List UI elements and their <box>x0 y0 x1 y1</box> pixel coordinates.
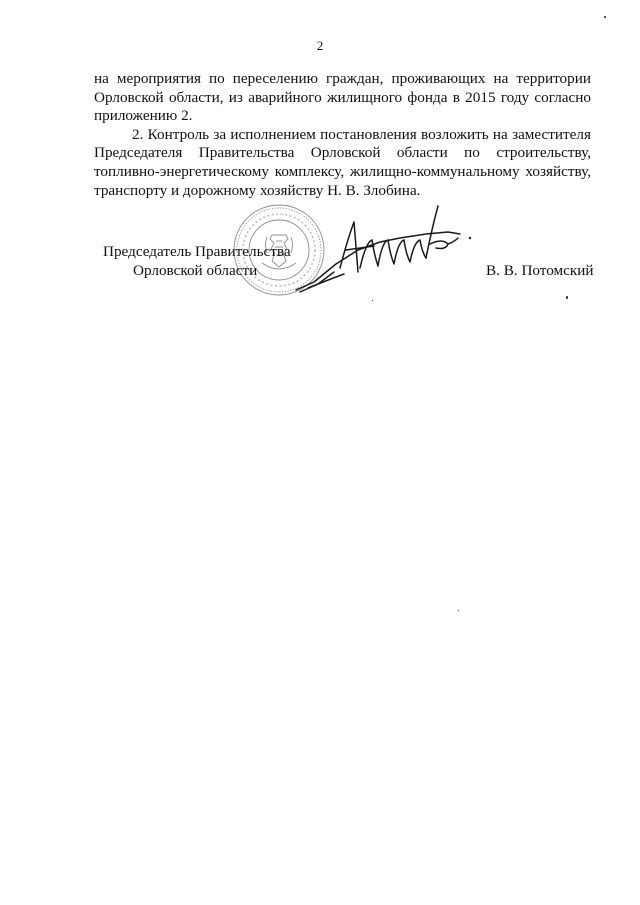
paragraph-continuation: на мероприятия по переселению граждан, проживающих на территории Орловской области, из аварийного жилищного фонда в 2015 году согласно приложению 2. <box>94 70 591 125</box>
signer-title-line-2: Орловской области <box>133 262 258 279</box>
scan-speck <box>604 16 606 18</box>
handwritten-signature-icon <box>288 198 478 300</box>
page-number: 2 <box>316 38 324 53</box>
paragraph-item-2: 2. Контроль за исполнением постановления возложить на заместителя Председателя Правительства Орловской области по строительству, топливно-энергетическому комплексу, жилищно-коммунальному хозяйству, транспорту и дорожному хозяйству Н. В. Злобина. <box>94 125 591 199</box>
scan-speck <box>458 610 459 611</box>
signer-title-line-1: Председатель Правительства <box>103 243 291 260</box>
scan-speck <box>372 300 373 301</box>
scan-speck <box>566 296 568 299</box>
signer-name: В. В. Потомский <box>486 262 594 279</box>
